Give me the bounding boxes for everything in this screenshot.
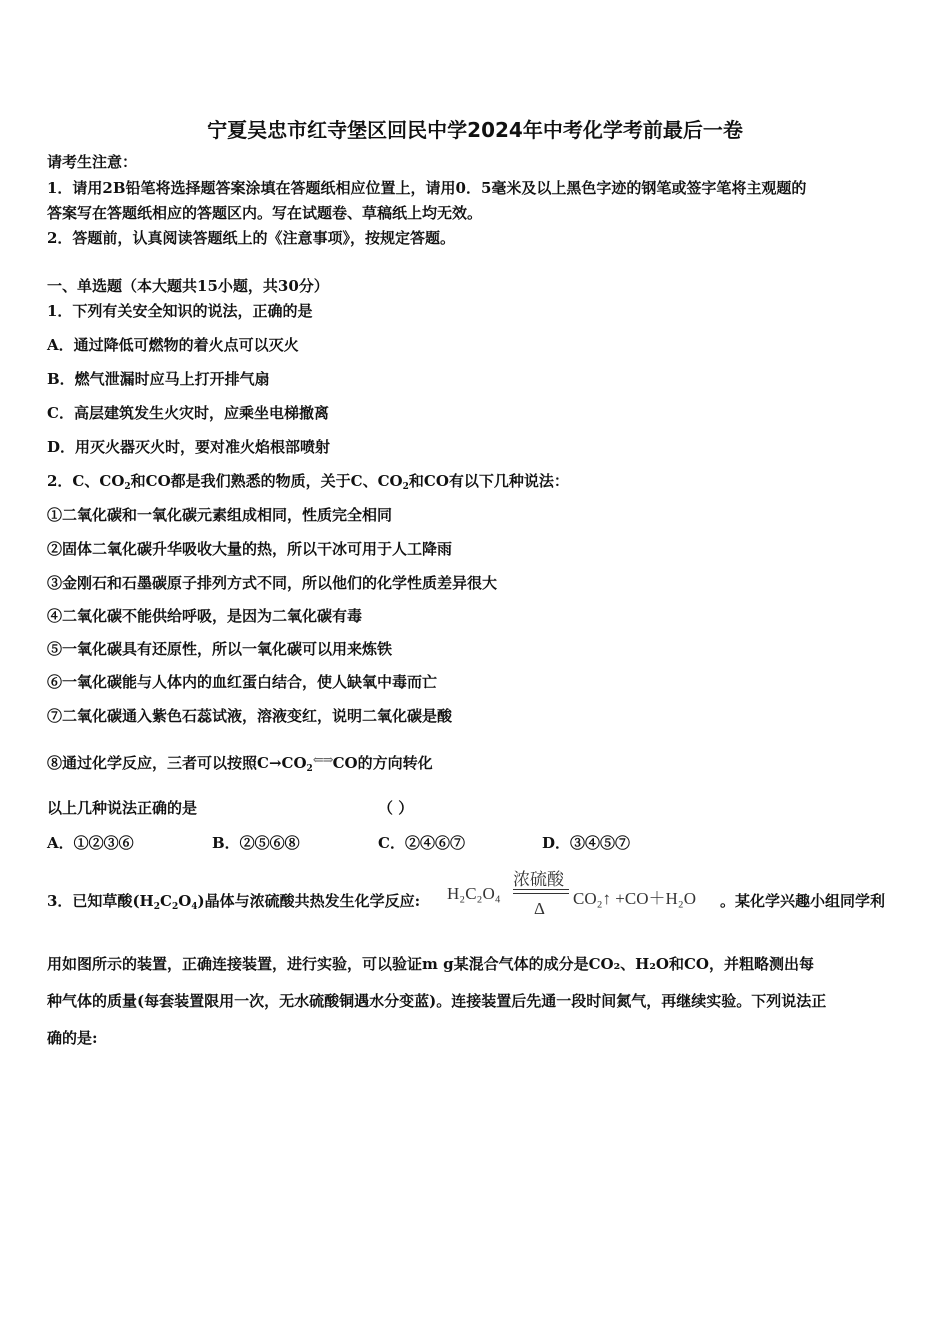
equation-catalyst: 浓硫酸	[513, 870, 564, 889]
q2-answer-blank: （ ）	[378, 799, 414, 817]
q3-stem-part-d: )晶体与浓硫酸共热发生化学反应:	[197, 892, 421, 910]
q2-question: 以上几种说法正确的是	[47, 799, 198, 817]
subscript: 2	[153, 902, 160, 912]
q2-option-a: A．①②③⑥	[47, 834, 134, 852]
subscript: 2	[171, 902, 179, 912]
q2-statement-5: ⑤一氧化碳具有还原性，所以一氧化碳可以用来炼铁	[47, 640, 393, 658]
q2-stem-part-c: 和CO有以下几种说法：	[408, 472, 569, 490]
q3-stem-line-4: 确的是:	[47, 1029, 98, 1047]
q1-option-d: D．用灭火器灭火时，要对准火焰根部喷射	[47, 438, 331, 456]
equation-bar-top	[513, 889, 569, 890]
q2-stem-part-b: 和CO都是我们熟悉的物质，关于C、CO	[130, 472, 403, 490]
q2-statement-3: ③金刚石和石墨碳原子排列方式不同，所以他们的化学性质差异很大	[47, 574, 498, 592]
q1-stem: 1．下列有关安全知识的说法，正确的是	[47, 302, 313, 320]
subscript: 2	[402, 482, 409, 492]
equation-heat: Δ	[534, 899, 545, 918]
q2-stem-part-a: 2．C、CO	[47, 472, 125, 490]
q3-stem-part-b: C	[159, 892, 172, 910]
equation-reactant: H₂C₂O₄	[447, 884, 501, 903]
q3-stem-part-a: 3．已知草酸(H	[47, 892, 154, 910]
notice-item-1-line-2: 答案写在答题纸相应的答题区内。写在试题卷、草稿纸上均无效。	[47, 204, 483, 222]
reaction-equation	[447, 866, 747, 922]
q2-option-b: B．②⑤⑥⑧	[212, 834, 300, 852]
q2-statement-8-part-a: ⑧通过化学反应，三者可以按照C→CO	[47, 754, 307, 772]
q2-statement-2: ②固体二氧化碳升华吸收大量的热，所以干冰可用于人工降雨	[47, 540, 453, 558]
q3-stem-line-1	[47, 891, 420, 917]
reversible-arrows-icon: ⇐⇒	[312, 753, 333, 768]
q3-stem-part-e: 。某化学兴趣小组同学利	[720, 892, 886, 910]
q2-statement-6: ⑥一氧化碳能与人体内的血红蛋白结合，使人缺氧中毒而亡	[47, 673, 438, 691]
q3-stem-part-c: O	[178, 892, 192, 910]
q2-statement-7: ⑦二氧化碳通入紫色石蕊试液，溶液变红，说明二氧化碳是酸	[47, 707, 453, 725]
notice-item-2: 2．答题前，认真阅读答题纸上的《注意事项》，按规定答题。	[47, 229, 455, 247]
q2-statement-8-part-b: CO的方向转化	[332, 754, 433, 772]
q1-option-a: A．通过降低可燃物的着火点可以灭火	[47, 336, 299, 354]
q1-option-b: B．燃气泄漏时应马上打开排气扇	[47, 370, 270, 388]
page-title: 宁夏吴忠市红寺堡区回民中学2024年中考化学考前最后一卷	[207, 118, 743, 142]
subscript: 4	[191, 902, 198, 912]
subscript: 2	[124, 482, 131, 492]
notice-item-1-line-1: 1．请用2B铅笔将选择题答案涂填在答题纸相应位置上，请用0．5毫米及以上黑色字迹的钢笔或签字笔将主观题的	[47, 179, 807, 197]
q2-stem	[47, 471, 569, 497]
subscript: 2	[306, 764, 313, 774]
q2-statement-4: ④二氧化碳不能供给呼吸，是因为二氧化碳有毒	[47, 607, 363, 625]
q2-statement-8	[47, 751, 433, 779]
q2-option-c: C．②④⑥⑦	[378, 834, 465, 852]
equation-bar-bottom	[513, 893, 569, 894]
q3-stem-line-2: 用如图所示的装置，正确连接装置，进行实验，可以验证m g某混合气体的成分是CO₂、H₂O和CO，并粗略测出每	[47, 955, 814, 973]
equation-products: CO₂↑ +CO＋H₂O	[573, 889, 696, 908]
q1-option-c: C．高层建筑发生火灾时，应乘坐电梯撤离	[47, 404, 329, 422]
notice-heading: 请考生注意：	[47, 153, 138, 171]
section-heading: 一、单选题（本大题共15小题，共30分）	[47, 277, 329, 295]
q2-option-d: D．③④⑤⑦	[542, 834, 631, 852]
q2-statement-1: ①二氧化碳和一氧化碳元素组成相同，性质完全相同	[47, 506, 393, 524]
q3-stem-line-3: 种气体的质量(每套装置限用一次，无水硫酸铜遇水分变蓝)。连接装置后先通一段时间氮气，再继续实验。下列说法正	[47, 992, 827, 1010]
